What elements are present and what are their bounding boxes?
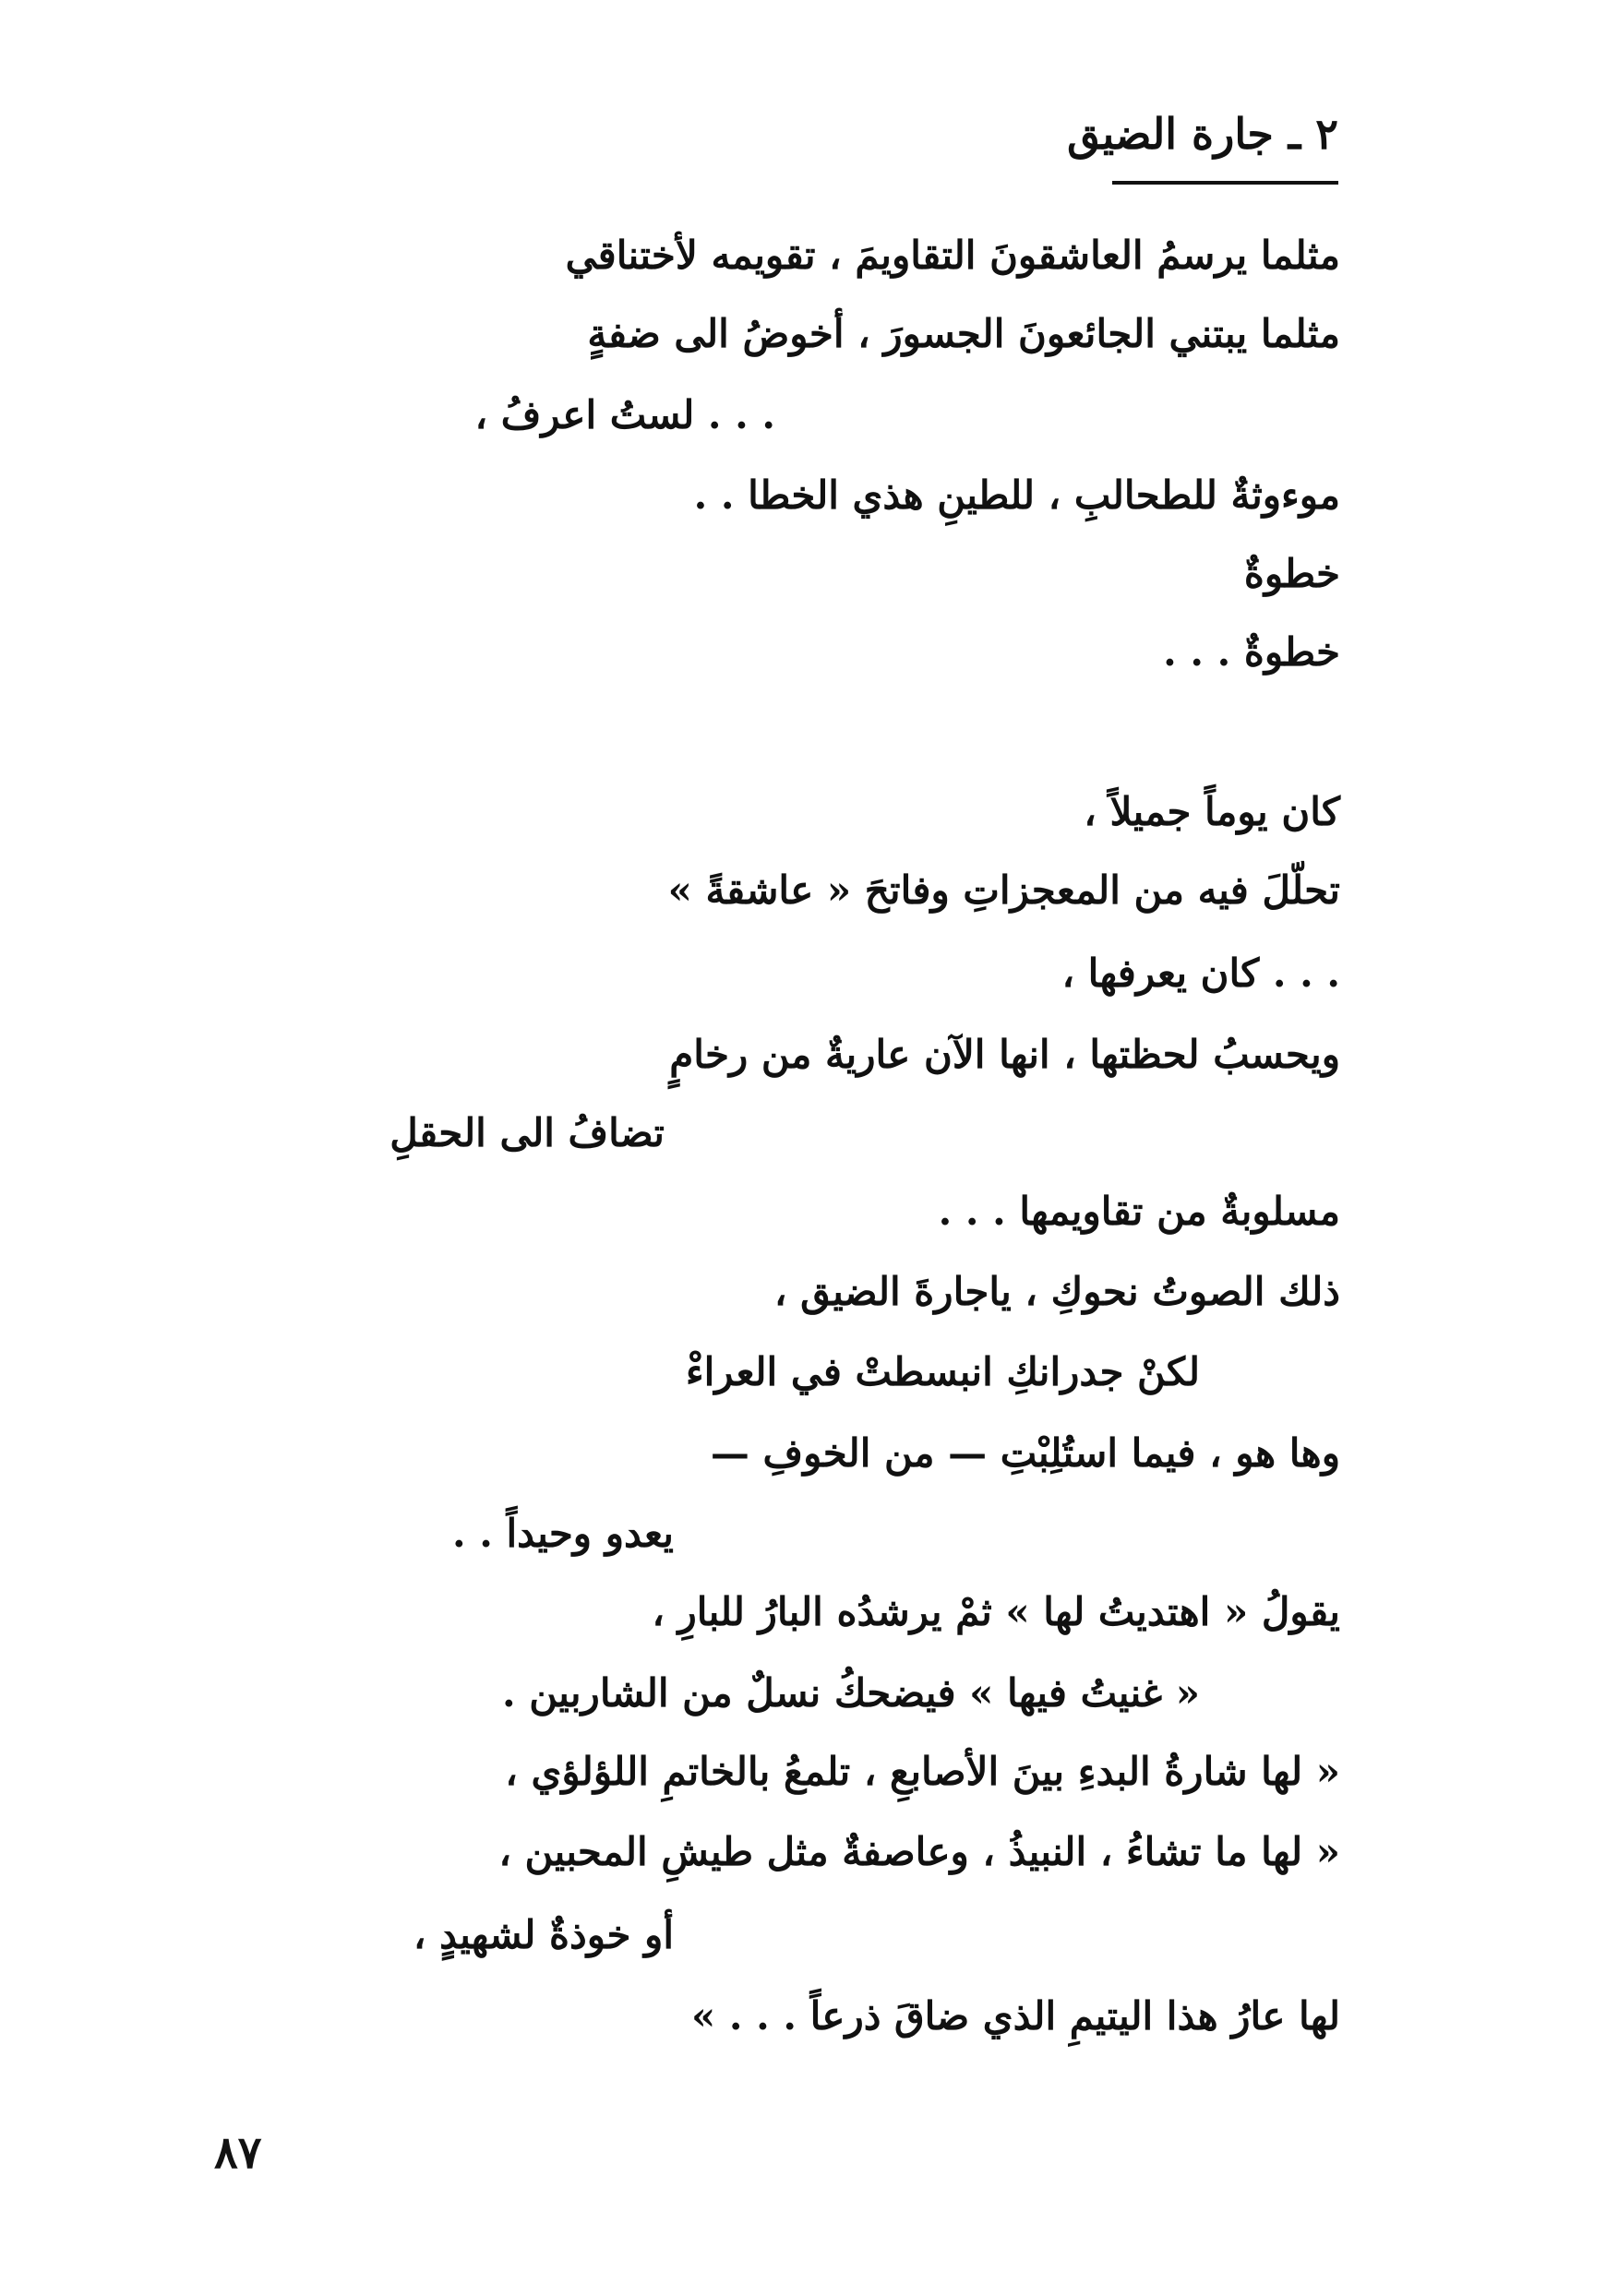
poem-line: خطوةٌ . . . [1163, 629, 1340, 675]
poem-line: مثلما يبتني الجائعونَ الجسورَ ، أخوضُ الى ضفةٍ [587, 311, 1340, 356]
poem-line: . . . كان يعرفها ، [1061, 951, 1340, 996]
poem-line: « غنيتُ فيها » فيضحكُ نسلٌ من الشاربين . [501, 1670, 1200, 1716]
poem-line: أو خوذةٌ لشهيدٍ ، [413, 1912, 674, 1957]
poem-line: كان يوماً جميلاً ، [1084, 789, 1340, 834]
poem-line: لكنْ جدرانكِ انبسطتْ في العراءْ [685, 1349, 1200, 1394]
poem-line: تضافُ الى الحقلِ [390, 1110, 665, 1155]
poem-line: ذلك الصوتُ نحوكِ ، ياجارةَ الضيق ، [773, 1269, 1340, 1314]
poem-line: يقولُ « اهتديتُ لها » ثمْ يرشدُه البارُ للبارِ ، [652, 1589, 1340, 1634]
poem-line: « لها ما تشاءُ ، النبيذُ ، وعاصفةٌ مثل طيشِ المحبين ، [498, 1829, 1340, 1874]
poem-line: تحلّلَ فيه من المعجزاتِ وفاتحَ « عاشقةً » [667, 867, 1340, 913]
poem-line: يعدو وحيداً . . [451, 1511, 674, 1556]
page-number: ٨٧ [214, 2127, 262, 2179]
poem-line: ويحسبُ لحظتها ، انها الآن عاريةٌ من رخامٍ [669, 1032, 1340, 1077]
poem-line: خطوةٌ [1243, 551, 1340, 596]
poem-line: وها هو ، فيما استُلِبْتِ — من الخوفِ — [710, 1430, 1340, 1476]
poem-line: مسلوبةٌ من تقاويمها . . . [938, 1189, 1340, 1234]
poem-line: موءوثةٌ للطحالبِ ، للطينِ هذي الخطا . . [693, 472, 1340, 518]
poem-line: مثلما يرسمُ العاشقونَ التقاويمَ ، تقويمه لأختناقي [565, 233, 1340, 278]
poem-line: لها عارُ هذا اليتيمِ الذي ضاقَ ذرعاً . . . » [690, 1993, 1340, 2039]
poem-line: « لها شارةُ البدءِ بينَ الأصابعِ ، تلمعُ بالخاتمِ اللؤلؤي ، [505, 1749, 1340, 1794]
poem-line: . . . لستُ اعرفُ ، [474, 392, 775, 437]
poem-heading: ٢ ـ جارة الضيق [1067, 109, 1338, 159]
heading-underline [1112, 181, 1338, 185]
